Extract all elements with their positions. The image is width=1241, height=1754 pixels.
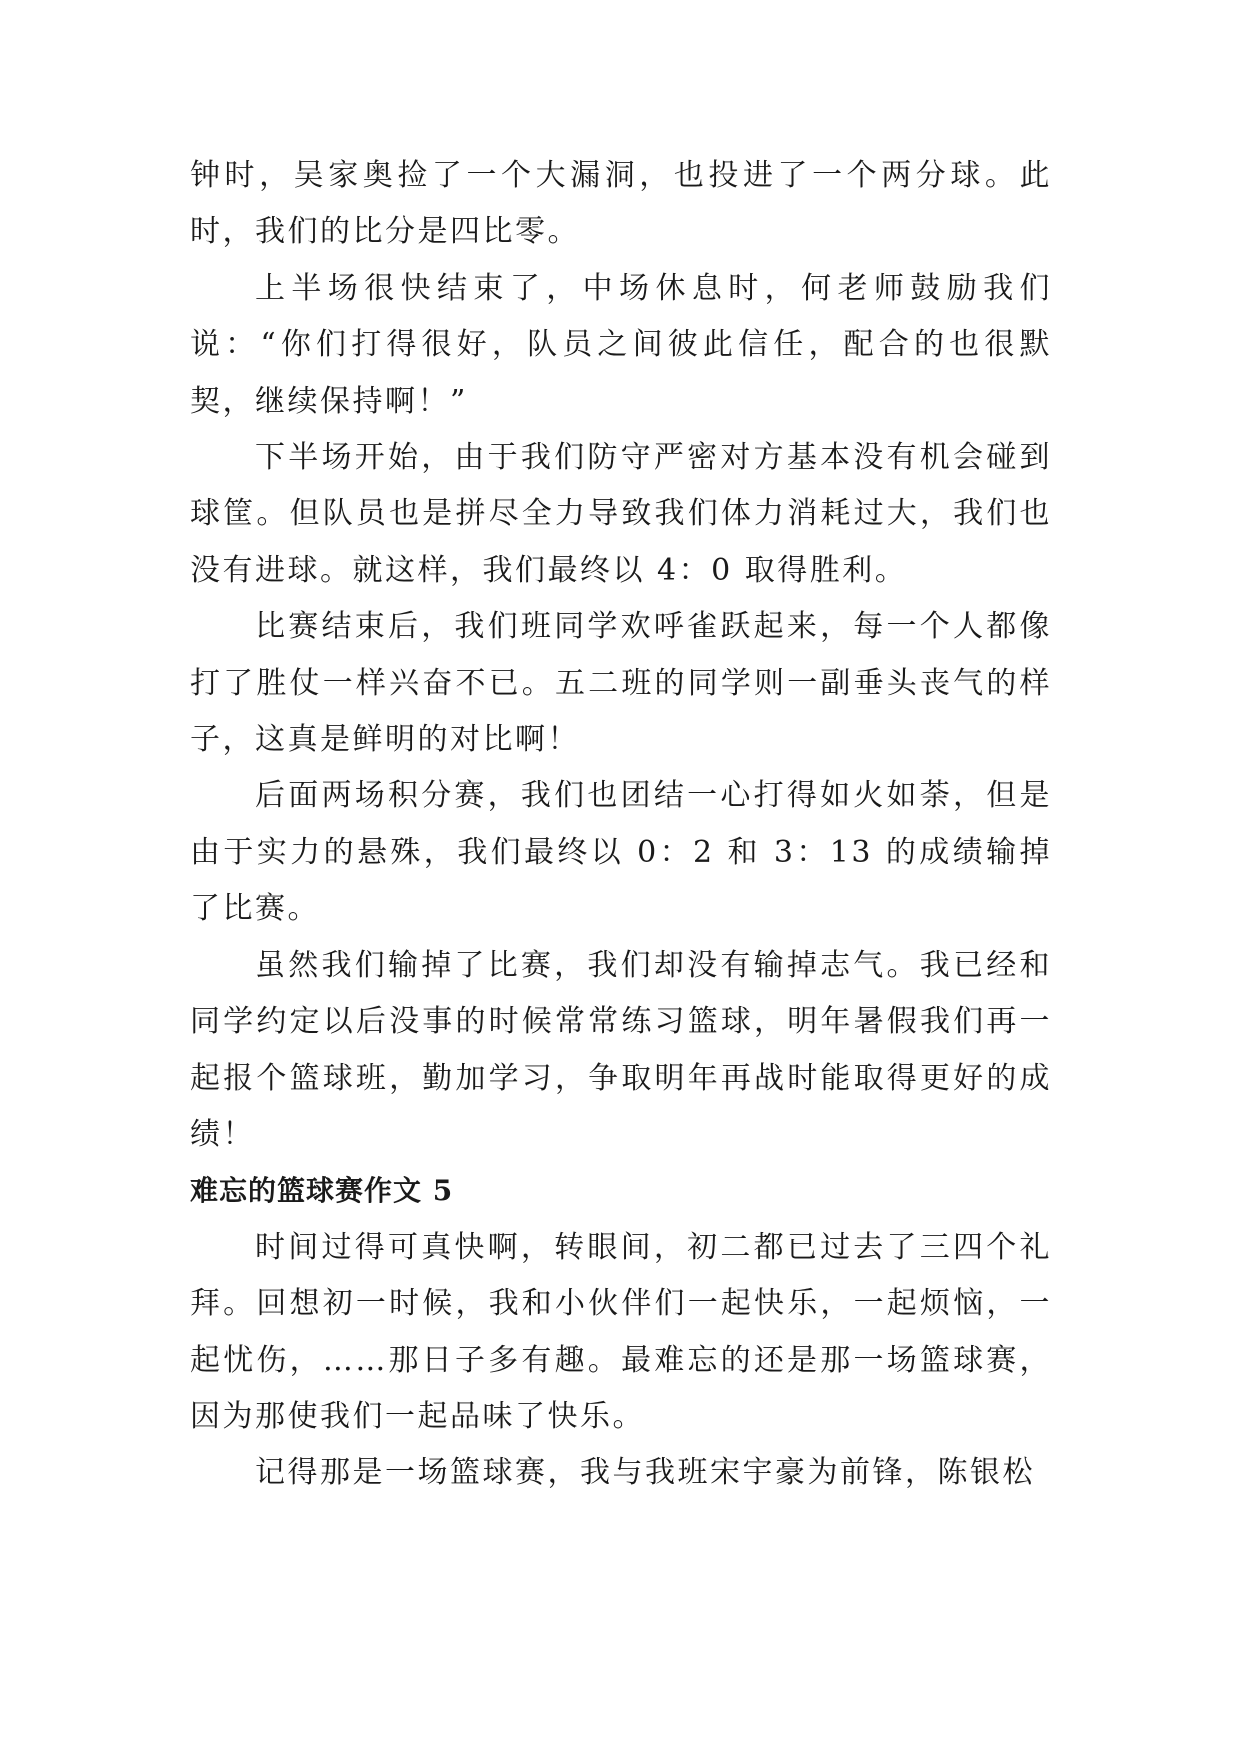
- paragraph-2: 上半场很快结束了，中场休息时，何老师鼓励我们说：“你们打得很好，队员之间彼此信任，配合的也很默契，继续保持啊！”: [190, 270, 1052, 419]
- document-page: [190, 148, 1052, 1502]
- paragraph-1: 钟时，吴家奥捡了一个大漏洞，也投进了一个两分球。此时，我们的比分是四比零。: [190, 158, 1052, 250]
- section-title: 难忘的篮球赛作文 5: [190, 1174, 454, 1208]
- paragraph-6: 虽然我们输掉了比赛，我们却没有输掉志气。我已经和同学约定以后没事的时候常常练习篮球，明年暑假我们再一起报个篮球班，勤加学习，争取明年再战时能取得更好的成绩！: [190, 947, 1052, 1152]
- paragraph-4: 比赛结束后，我们班同学欢呼雀跃起来，每一个人都像打了胜仗一样兴奋不已。五二班的同学则一副垂头丧气的样子，这真是鲜明的对比啊！: [190, 609, 1052, 758]
- paragraph-3: 下半场开始，由于我们防守严密对方基本没有机会碰到球筐。但队员也是拼尽全力导致我们体力消耗过大，我们也没有进球。就这样，我们最终以 4：0 取得胜利。: [190, 440, 1052, 588]
- paragraph-7: 时间过得可真快啊，转眼间，初二都已过去了三四个礼拜。回想初一时候，我和小伙伴们一起快乐，一起烦恼，一起忧伤，……那日子多有趣。最难忘的还是那一场篮球赛，因为那使我们一起品味了快乐。: [190, 1229, 1052, 1434]
- paragraph-5: 后面两场积分赛，我们也团结一心打得如火如荼，但是由于实力的悬殊，我们最终以 0：2 和 3：13 的成绩输掉了比赛。: [190, 778, 1052, 927]
- paragraph-8: 记得那是一场篮球赛，我与我班宋宇豪为前锋，陈银松: [255, 1455, 1035, 1491]
